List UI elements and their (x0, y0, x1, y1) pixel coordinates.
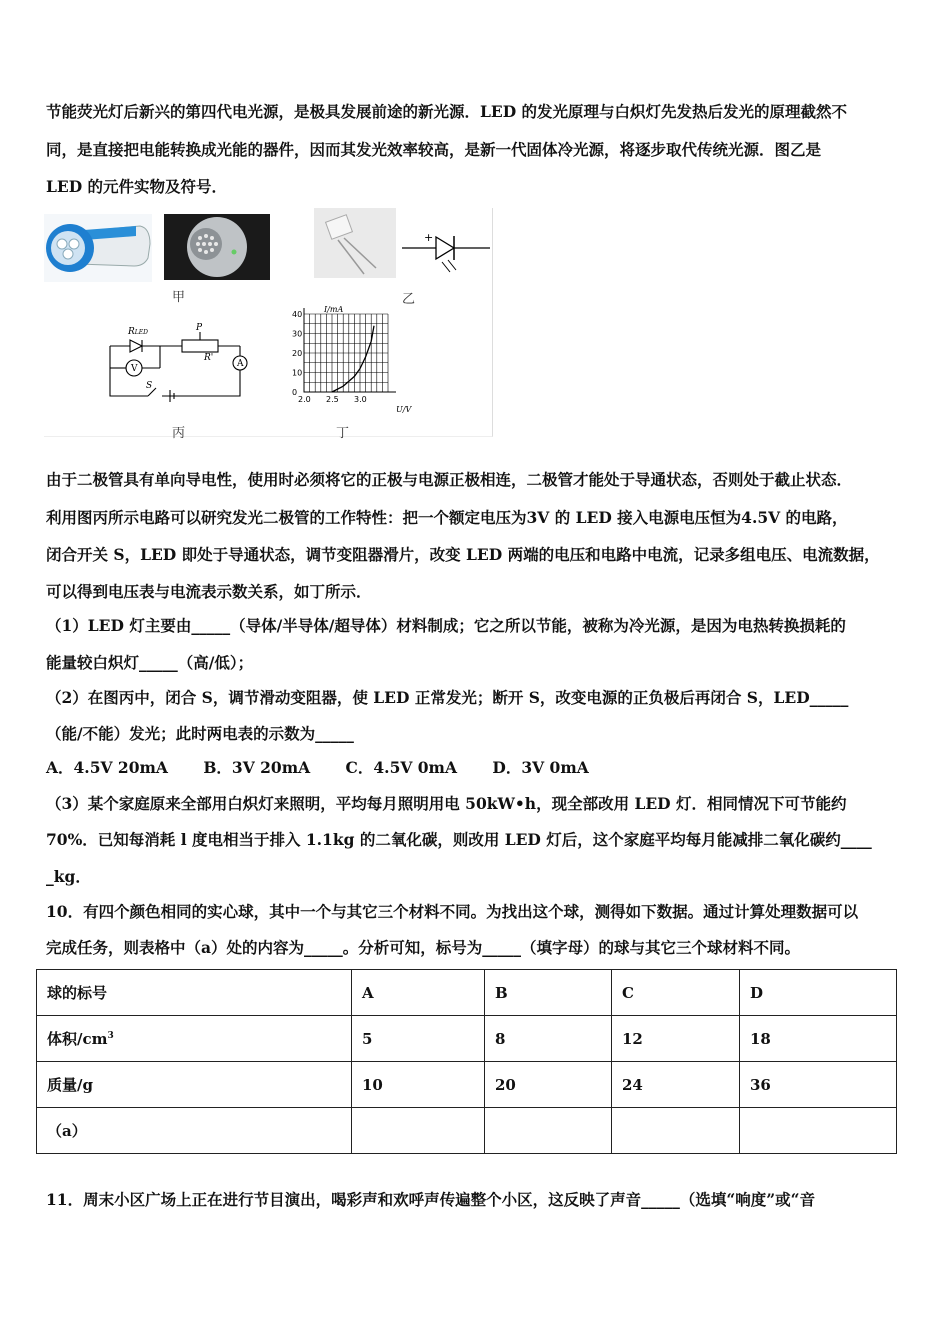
paragraph2-line2: 利用图丙所示电路可以研究发光二极管的工作特性：把一个额定电压为3V 的 LED 接入电源电压恒为4.5V 的电路， (46, 508, 848, 527)
table-cell: 质量/g (37, 1062, 352, 1108)
q10-line1: 10．有四个颜色相同的实心球，其中一个与其它三个材料不同。为找出这个球，测得如下数据。通过计算处理数据可以 (46, 902, 859, 921)
x-axis-label: U/V (396, 405, 412, 414)
paragraph2-line4: 可以得到电压表与电流表示数关系，如丁所示． (46, 582, 372, 601)
table-cell: 5 (352, 1016, 485, 1062)
table-cell: 20 (485, 1062, 612, 1108)
q10-line2: 完成任务，则表格中（a）处的内容为_____。分析可知，标号为_____（填字母）的球与其它三个球材料不同。 (46, 938, 801, 957)
table-cell (37, 1016, 352, 1062)
table-cell (612, 1108, 740, 1154)
paragraph2-line1: 由于二极管具有单向导电性，使用时必须将它的正极与电源正极相连，二极管才能处于导通状态，否则处于截止状态． (46, 470, 853, 489)
table-row (37, 1016, 897, 1062)
table-row (37, 970, 897, 1016)
table-row (37, 1062, 897, 1108)
label-jia: 甲 (172, 290, 186, 305)
voltmeter-label: V (131, 364, 138, 374)
option-b: B．3V 20mA (203, 758, 311, 777)
q3-line3: _kg． (46, 867, 91, 886)
label-r-led: R (128, 327, 135, 337)
x-tick-label: 3.0 (354, 395, 367, 404)
circuit-diagram (100, 318, 252, 404)
flashlight-image (44, 214, 152, 282)
label-bing: 丙 (172, 426, 186, 441)
q3-line2: 70%．已知每消耗 l 度电相当于排入 1.1kg 的二氧化碳，则改用 LED 灯后，这个家庭平均每月能减排二氧化碳约____ (46, 830, 872, 849)
table-cell: 36 (740, 1062, 897, 1108)
x-tick-label: 2.0 (298, 395, 311, 404)
iu-graph (280, 304, 420, 416)
paragraph1-line2: 同，是直接把电能转换成光能的器件，因而其发光效率较高，是新一代固体冷光源，将逐步取代传统光源．图乙是 (46, 140, 822, 159)
table-cell: 8 (485, 1016, 612, 1062)
paragraph1-line3: LED 的元件实物及符号． (46, 177, 228, 196)
led-lamp-image (164, 214, 270, 280)
volume-unit-superscript: 3 (107, 1031, 114, 1041)
figure-panel (44, 208, 493, 441)
x-tick-label: 2.5 (326, 395, 339, 404)
table-cell: 24 (612, 1062, 740, 1108)
paragraph1-line1: 节能荧光灯后新兴的第四代电光源，是极具发展前途的新光源．LED 的发光原理与白炽灯先发热后发光的原理截然不 (46, 102, 848, 121)
table-cell: B (485, 970, 612, 1016)
table-cell: 球的标号 (37, 970, 352, 1016)
y-tick-label: 0 (292, 388, 298, 397)
led-component-image (314, 208, 396, 278)
paragraph2-line3: 闭合开关 S，LED 即处于导通状态，调节变阻器滑片，改变 LED 两端的电压和电路中电流，记录多组电压、电流数据， (46, 545, 880, 564)
table-cell: 10 (352, 1062, 485, 1108)
switch-label: S (146, 381, 153, 391)
option-a: A．4.5V 20mA (46, 758, 168, 777)
q2-line2: （能/不能）发光；此时两电表的示数为_____ (46, 724, 354, 743)
volume-label: 体积/cm (47, 1030, 108, 1048)
label-r-prime: R' (204, 353, 214, 363)
table-cell (485, 1108, 612, 1154)
table-cell: C (612, 970, 740, 1016)
y-tick-label: 40 (292, 310, 303, 319)
q2-options (46, 758, 916, 778)
table-cell (352, 1108, 485, 1154)
table-cell: D (740, 970, 897, 1016)
y-tick-label: 10 (292, 368, 303, 378)
q2-line1: （2）在图丙中，闭合 S，调节滑动变阻器，使 LED 正常发光；断开 S，改变电源的正负极后再闭合 S，LED_____ (46, 688, 849, 707)
label-p: P (196, 323, 203, 333)
table-row (37, 1108, 897, 1154)
q1-line2: 能量较白炽灯_____（高/低）； (46, 653, 254, 672)
q3-line1: （3）某个家庭原来全部用白炽灯来照明，平均每月照明用电 50kW•h，现全部改用 LED 灯．相同情况下可节能约 (46, 794, 847, 813)
option-d: D．3V 0mA (492, 758, 589, 777)
option-c: C．4.5V 0mA (345, 758, 457, 777)
y-tick-label: 30 (292, 329, 303, 339)
ball-data-table (36, 969, 897, 1154)
ammeter-label: A (237, 359, 244, 369)
table-cell: 12 (612, 1016, 740, 1062)
label-yi: 乙 (402, 292, 416, 307)
table-cell (740, 1108, 897, 1154)
table-cell: 18 (740, 1016, 897, 1062)
y-axis-label: I/mA (324, 305, 344, 314)
table-cell: A (352, 970, 485, 1016)
graph-grid (304, 314, 388, 392)
label-ding: 丁 (336, 426, 350, 441)
label-r-led-sub: LED (134, 329, 148, 336)
svg-text:RLED (127, 327, 148, 337)
y-tick-label: 20 (292, 349, 303, 358)
led-symbol (402, 226, 492, 276)
led-plus-sign: + (424, 231, 434, 244)
q1-line1: （1）LED 灯主要由_____（导体/半导体/超导体）材料制成；它之所以节能，被称为冷光源，是因为电热转换损耗的 (46, 616, 846, 635)
table-cell: （a） (37, 1108, 352, 1154)
q11-line1: 11．周末小区广场上正在进行节目演出，喝彩声和欢呼声传遍整个小区，这反映了声音_____（选填“响度”或“音 (46, 1190, 816, 1209)
